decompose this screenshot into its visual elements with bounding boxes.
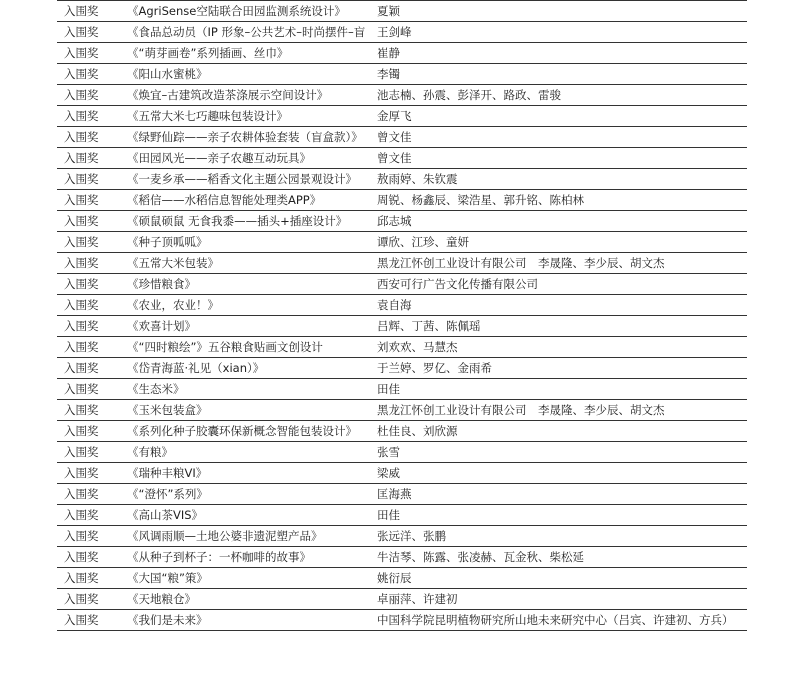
work-title-cell: 《珍惜粮食》 (127, 274, 374, 295)
work-title-cell: 《稻信——水稻信息智能处理类APP》 (127, 190, 374, 211)
author-cell: 西安可行广告文化传播有限公司 (374, 274, 747, 295)
table-row (57, 127, 747, 148)
award-cell: 入围奖 (57, 547, 127, 568)
award-cell: 入围奖 (57, 400, 127, 421)
table-row (57, 232, 747, 253)
author-cell: 梁威 (374, 463, 747, 484)
award-cell: 入围奖 (57, 232, 127, 253)
award-cell: 入围奖 (57, 148, 127, 169)
work-title-cell: 《系列化种子胶囊环保新概念智能包装设计》 (127, 421, 374, 442)
work-title-cell: 《瑞种丰粮VI》 (127, 463, 374, 484)
author-cell: 卓丽萍、许建初 (374, 589, 747, 610)
author-cell: 周锐、杨鑫辰、梁浩星、郭升铭、陈柏林 (374, 190, 747, 211)
work-title-cell: 《食品总动员（IP 形象–公共艺术–时尚摆件–盲 (127, 22, 374, 43)
work-title-cell: 《我们是未来》 (127, 610, 374, 631)
work-title-cell: 《绿野仙踪——亲子农耕体验套装（盲盒款）》 (127, 127, 374, 148)
work-title-cell: 《从种子到杯子：一杯咖啡的故事》 (127, 547, 374, 568)
author-cell: 中国科学院昆明植物研究所山地未来研究中心（吕宾、许建初、方兵） (374, 610, 747, 631)
award-table (57, 0, 747, 631)
table-row (57, 442, 747, 463)
author-cell: 田佳 (374, 505, 747, 526)
author-cell: 王剑峰 (374, 22, 747, 43)
author-cell: 于兰婷、罗亿、金雨希 (374, 358, 747, 379)
award-cell: 入围奖 (57, 337, 127, 358)
table-row (57, 463, 747, 484)
author-cell: 刘欢欢、马慧杰 (374, 337, 747, 358)
award-cell: 入围奖 (57, 610, 127, 631)
table-row (57, 400, 747, 421)
table-row (57, 22, 747, 43)
table-row (57, 505, 747, 526)
author-cell: 姚衍辰 (374, 568, 747, 589)
author-cell: 曾文佳 (374, 148, 747, 169)
author-cell: 吕辉、丁茜、陈佩瑶 (374, 316, 747, 337)
work-title-cell: 《一麦乡承——稻香文化主题公园景观设计》 (127, 169, 374, 190)
table-row (57, 358, 747, 379)
work-title-cell: 《风调雨顺—土地公婆非遗泥塑产品》 (127, 526, 374, 547)
author-cell: 曾文佳 (374, 127, 747, 148)
table-row (57, 211, 747, 232)
work-title-cell: 《欢喜计划》 (127, 316, 374, 337)
work-title-cell: 《“萌芽画卷”系列插画、丝巾》 (127, 43, 374, 64)
award-cell: 入围奖 (57, 274, 127, 295)
work-title-cell: 《玉米包装盒》 (127, 400, 374, 421)
award-cell: 入围奖 (57, 505, 127, 526)
award-cell: 入围奖 (57, 85, 127, 106)
award-cell: 入围奖 (57, 442, 127, 463)
award-cell: 入围奖 (57, 127, 127, 148)
work-title-cell: 《“澄怀”系列》 (127, 484, 374, 505)
work-title-cell: 《“四时粮绘”》五谷粮食贴画文创设计 (127, 337, 374, 358)
work-title-cell: 《生态米》 (127, 379, 374, 400)
award-cell: 入围奖 (57, 106, 127, 127)
table-row (57, 568, 747, 589)
table-row (57, 484, 747, 505)
work-title-cell: 《焕宜–古建筑改造茶涤展示空间设计》 (127, 85, 374, 106)
work-title-cell: 《有粮》 (127, 442, 374, 463)
table-row (57, 589, 747, 610)
award-cell: 入围奖 (57, 589, 127, 610)
table-row (57, 526, 747, 547)
author-cell: 张远洋、张鹏 (374, 526, 747, 547)
award-cell: 入围奖 (57, 316, 127, 337)
author-cell: 杜佳良、刘欣源 (374, 421, 747, 442)
table-row (57, 610, 747, 631)
author-cell: 袁自海 (374, 295, 747, 316)
table-row (57, 64, 747, 85)
award-cell: 入围奖 (57, 568, 127, 589)
table-row (57, 295, 747, 316)
author-cell: 牛洁琴、陈露、张凌赫、瓦金秋、柴松延 (374, 547, 747, 568)
award-cell: 入围奖 (57, 295, 127, 316)
table-row (57, 421, 747, 442)
award-cell: 入围奖 (57, 253, 127, 274)
award-cell: 入围奖 (57, 421, 127, 442)
author-cell: 谭欣、江珍、童妍 (374, 232, 747, 253)
table-row (57, 337, 747, 358)
work-title-cell: 《大国“粮”策》 (127, 568, 374, 589)
work-title-cell: 《AgriSense空陆联合田园监测系统设计》 (127, 1, 374, 22)
table-row (57, 106, 747, 127)
work-title-cell: 《田园风光——亲子农趣互动玩具》 (127, 148, 374, 169)
author-cell: 黑龙江怀创工业设计有限公司 李晟隆、李少辰、胡文杰 (374, 253, 747, 274)
table-row (57, 190, 747, 211)
table-row (57, 274, 747, 295)
author-cell: 黑龙江怀创工业设计有限公司 李晟隆、李少辰、胡文杰 (374, 400, 747, 421)
author-cell: 张雪 (374, 442, 747, 463)
award-cell: 入围奖 (57, 211, 127, 232)
award-cell: 入围奖 (57, 463, 127, 484)
author-cell: 敖雨婷、朱钦震 (374, 169, 747, 190)
work-title-cell: 《天地粮仓》 (127, 589, 374, 610)
table-row (57, 547, 747, 568)
work-title-cell: 《种子顶呱呱》 (127, 232, 374, 253)
award-cell: 入围奖 (57, 1, 127, 22)
table-row (57, 148, 747, 169)
award-cell: 入围奖 (57, 484, 127, 505)
work-title-cell: 《阳山水蜜桃》 (127, 64, 374, 85)
author-cell: 李镯 (374, 64, 747, 85)
author-cell: 崔静 (374, 43, 747, 64)
work-title-cell: 《岱青海蓝·礼见（xian）》 (127, 358, 374, 379)
author-cell: 匡海燕 (374, 484, 747, 505)
award-cell: 入围奖 (57, 22, 127, 43)
table-row (57, 379, 747, 400)
award-cell: 入围奖 (57, 169, 127, 190)
award-list (57, 0, 747, 631)
work-title-cell: 《五常大米包装》 (127, 253, 374, 274)
work-title-cell: 《农业，农业！》 (127, 295, 374, 316)
work-title-cell: 《五常大米七巧趣味包装设计》 (127, 106, 374, 127)
award-cell: 入围奖 (57, 43, 127, 64)
table-row (57, 43, 747, 64)
table-row (57, 169, 747, 190)
author-cell: 邱志城 (374, 211, 747, 232)
table-row (57, 253, 747, 274)
award-table-body (57, 1, 747, 631)
award-cell: 入围奖 (57, 358, 127, 379)
author-cell: 田佳 (374, 379, 747, 400)
award-cell: 入围奖 (57, 379, 127, 400)
author-cell: 夏颖 (374, 1, 747, 22)
award-cell: 入围奖 (57, 526, 127, 547)
award-cell: 入围奖 (57, 190, 127, 211)
table-row (57, 316, 747, 337)
author-cell: 池志楠、孙震、彭泽开、路政、雷骏 (374, 85, 747, 106)
table-row (57, 1, 747, 22)
work-title-cell: 《高山茶VIS》 (127, 505, 374, 526)
table-row (57, 85, 747, 106)
author-cell: 金厚飞 (374, 106, 747, 127)
work-title-cell: 《硕鼠硕鼠 无食我黍——插头+插座设计》 (127, 211, 374, 232)
award-cell: 入围奖 (57, 64, 127, 85)
